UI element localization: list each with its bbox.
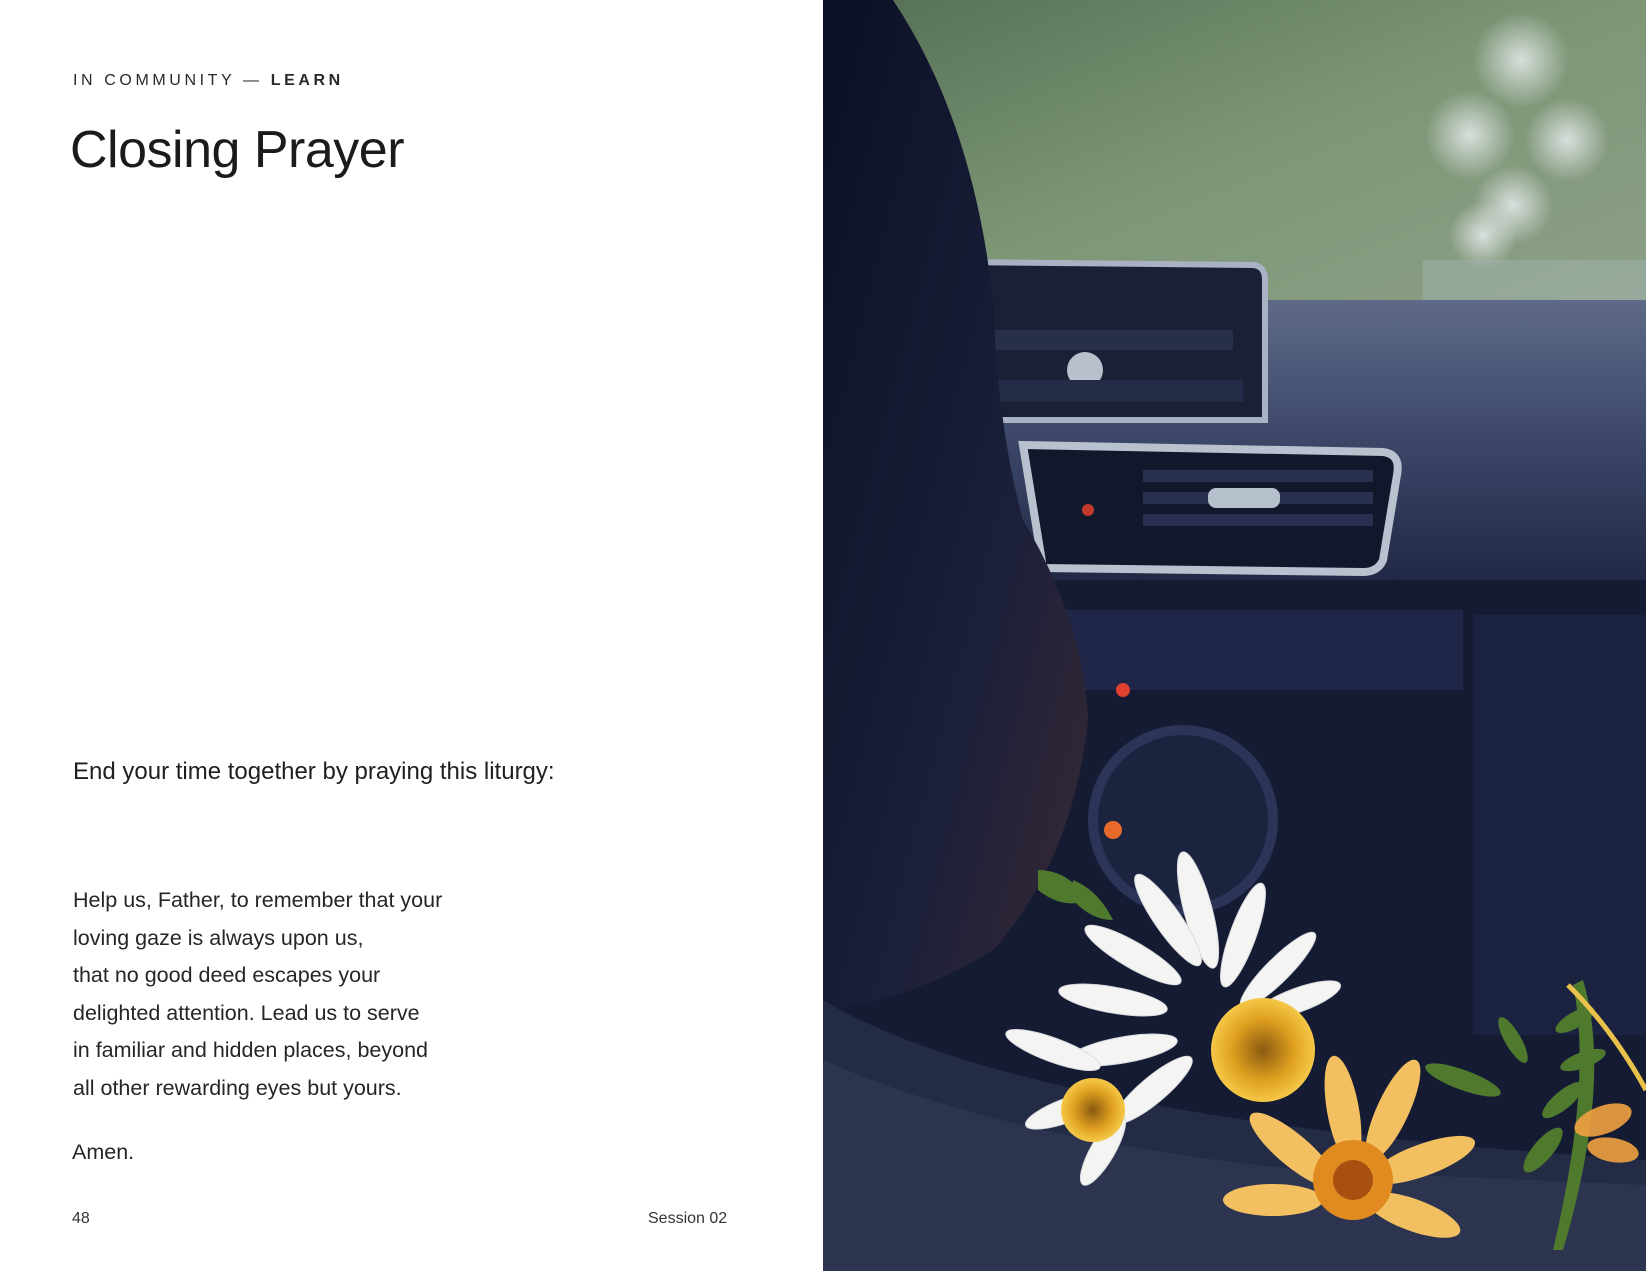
session-label: Session 02 (648, 1210, 728, 1227)
section-eyebrow (73, 72, 344, 90)
car-flowers-photo (823, 0, 1646, 1271)
prayer-text (73, 882, 593, 1108)
prayer-line: all other rewarding eyes but yours. (73, 1075, 402, 1100)
prayer-line: delighted attention. Lead us to serve (73, 1000, 420, 1025)
closing-amen: Amen. (72, 1140, 135, 1164)
eyebrow-section: IN COMMUNITY — (73, 72, 271, 89)
prayer-line: Help us, Father, to remember that your (73, 888, 443, 912)
prayer-line: loving gaze is always upon us, (73, 925, 364, 950)
photo-illustration (823, 0, 1646, 1271)
page-title: Closing Prayer (70, 121, 405, 179)
page-number: 48 (72, 1210, 90, 1227)
prayer-line: that no good deed escapes your (73, 963, 381, 988)
eyebrow-tab: LEARN (270, 72, 344, 89)
intro-text: End your time together by praying this liturgy: (73, 758, 555, 785)
prayer-line: in familiar and hidden places, beyond (73, 1038, 428, 1063)
